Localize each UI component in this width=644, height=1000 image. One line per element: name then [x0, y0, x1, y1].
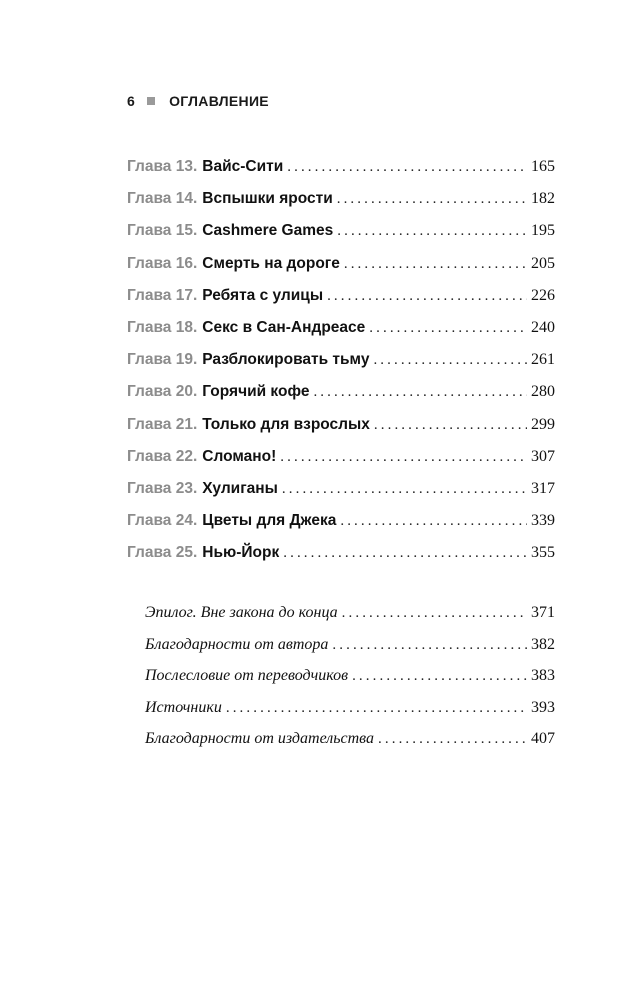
toc-chapter-row — [127, 537, 555, 569]
chapter-title: Горячий кофе — [202, 383, 310, 401]
dot-leader — [374, 409, 527, 441]
toc-chapter-row — [127, 312, 555, 344]
toc-chapter-row — [127, 151, 555, 183]
chapter-label: Глава 22. — [127, 447, 198, 465]
chapter-title: Cashmere Games — [202, 222, 334, 240]
page-header — [127, 90, 269, 112]
dot-leader — [337, 183, 527, 215]
page-ref: 383 — [531, 667, 555, 684]
chapter-title: Нью-Йорк — [202, 544, 280, 562]
dot-leader — [280, 441, 527, 473]
toc-chapter-row — [127, 280, 555, 312]
chapter-label: Глава 24. — [127, 512, 198, 530]
dot-leader — [373, 344, 527, 376]
chapter-label: Глава 19. — [127, 351, 198, 369]
page-ref: 205 — [531, 254, 555, 272]
chapter-title: Ребята с улицы — [202, 286, 324, 304]
section-title: ОГЛАВЛЕНИЕ — [169, 93, 269, 109]
toc-back-matter-row — [145, 597, 555, 629]
toc-back-matter-row — [145, 692, 555, 724]
dot-leader — [337, 215, 527, 247]
chapter-title: Цветы для Джека — [202, 512, 337, 530]
chapter-title: Вайс-Сити — [202, 158, 284, 175]
toc-chapter-row — [127, 344, 555, 376]
back-matter-title: Эпилог. Вне закона до конца — [145, 604, 338, 621]
toc-chapter-row — [127, 215, 555, 247]
toc-back-matter-row — [145, 723, 555, 755]
page-ref: 165 — [531, 158, 555, 175]
back-matter-title: Благодарности от издательства — [145, 730, 375, 747]
dot-leader — [313, 376, 527, 408]
toc-chapter-row — [127, 473, 555, 505]
back-matter-title: Послесловие от переводчиков — [145, 667, 349, 684]
toc-chapter-row — [127, 505, 555, 537]
page-ref: 261 — [531, 351, 555, 369]
chapter-title: Разблокировать тьму — [202, 351, 370, 369]
chapter-title: Хулиганы — [202, 479, 278, 497]
chapter-label: Глава 13. — [127, 158, 198, 175]
back-matter-title: Благодарности от автора — [145, 635, 329, 653]
page-ref: 299 — [531, 415, 555, 433]
square-bullet-icon — [147, 97, 155, 105]
page-ref: 226 — [531, 286, 555, 304]
toc-chapter-row — [127, 248, 555, 280]
dot-leader — [283, 537, 527, 569]
page-number: 6 — [127, 93, 136, 109]
chapter-label: Глава 18. — [127, 318, 198, 336]
chapter-label: Глава 23. — [127, 479, 198, 497]
page-ref: 407 — [531, 730, 555, 747]
page-ref: 355 — [531, 544, 555, 562]
toc-chapter-row — [127, 183, 555, 215]
chapter-title: Вспышки ярости — [202, 190, 333, 208]
dot-leader — [327, 280, 527, 312]
toc-back-matter-row — [145, 629, 555, 661]
page-ref: 393 — [531, 698, 555, 716]
chapter-label: Глава 17. — [127, 286, 198, 304]
dot-leader — [340, 505, 527, 537]
chapter-list — [127, 151, 555, 569]
dot-leader — [378, 724, 527, 756]
page-ref: 280 — [531, 383, 555, 401]
page-ref: 182 — [531, 190, 555, 208]
chapter-title: Секс в Сан-Андреасе — [202, 318, 366, 336]
toc-chapter-row — [127, 376, 555, 408]
page-ref: 382 — [531, 635, 555, 653]
dot-leader — [352, 661, 527, 693]
dot-leader — [332, 630, 527, 662]
chapter-label: Глава 20. — [127, 383, 198, 401]
page-ref: 307 — [531, 447, 555, 465]
dot-leader — [342, 598, 527, 630]
chapter-label: Глава 25. — [127, 544, 198, 562]
chapter-label: Глава 16. — [127, 254, 198, 272]
page-ref: 195 — [531, 222, 555, 240]
dot-leader — [369, 312, 527, 344]
page-ref: 371 — [531, 604, 555, 621]
page-ref: 240 — [531, 318, 555, 336]
dot-leader — [287, 151, 527, 183]
chapter-label: Глава 15. — [127, 222, 198, 240]
chapter-title: Смерть на дороге — [202, 254, 340, 272]
chapter-title: Только для взрослых — [202, 415, 370, 433]
chapter-label: Глава 21. — [127, 415, 198, 433]
toc-chapter-row — [127, 441, 555, 473]
dot-leader — [282, 473, 527, 505]
toc-chapter-row — [127, 409, 555, 441]
chapter-title: Сломано! — [202, 447, 277, 465]
back-matter-title: Источники — [145, 698, 222, 716]
dot-leader — [344, 248, 527, 280]
toc-back-matter-row — [145, 660, 555, 692]
page-ref: 317 — [531, 479, 555, 497]
back-matter-list — [145, 597, 555, 755]
dot-leader — [226, 693, 527, 725]
chapter-label: Глава 14. — [127, 190, 198, 208]
page-ref: 339 — [531, 512, 555, 530]
